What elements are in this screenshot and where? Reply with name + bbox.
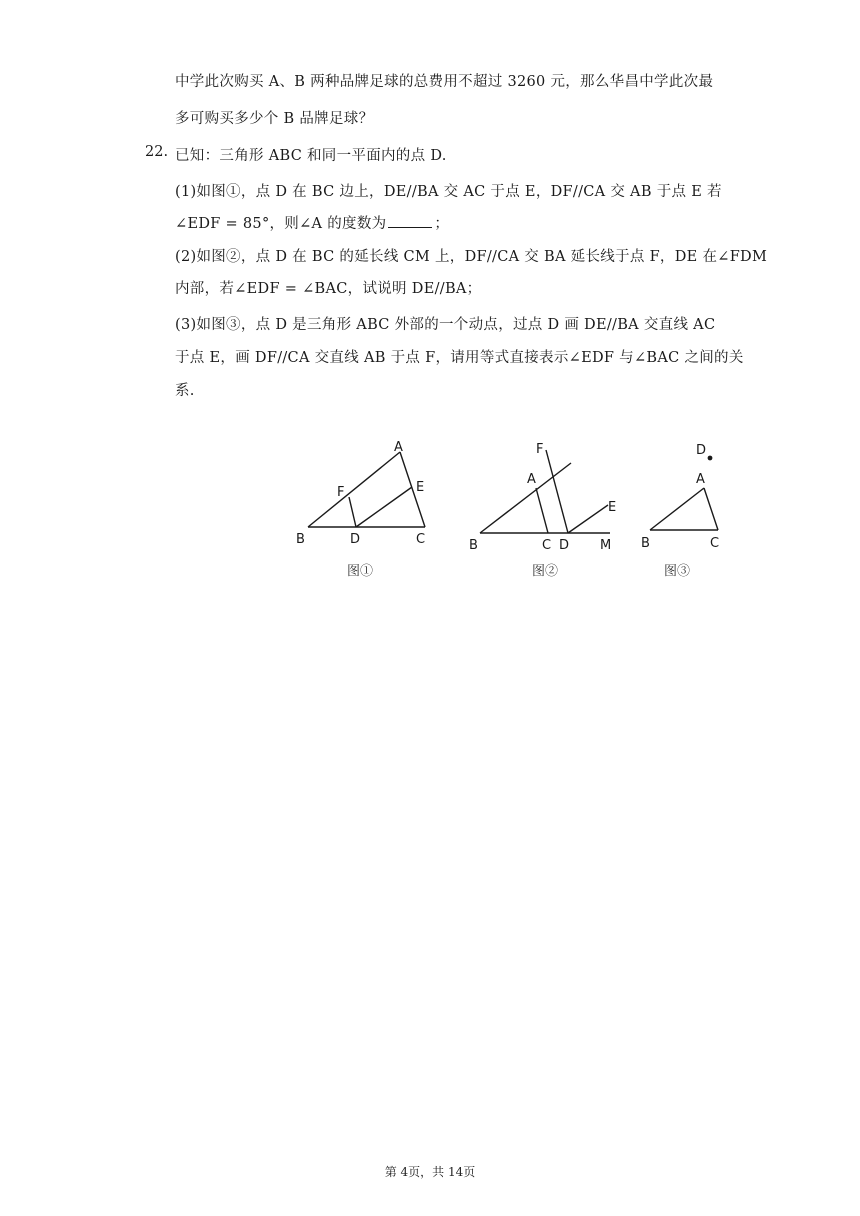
continuation-line-2: 多可购买多少个 B 品牌足球？ <box>175 111 374 127</box>
fig2-label-b: B <box>469 538 478 553</box>
continuation-line-1: 中学此次购买 A、B 两种品牌足球的总费用不超过 3260 元，那么华昌中学此次最 <box>175 74 714 90</box>
fig1-segment-df <box>349 497 356 527</box>
part1-line-2 <box>175 212 449 233</box>
fig1-segment-de <box>356 487 412 527</box>
fig1-label-a: A <box>394 440 403 455</box>
fig2-segment-ac <box>536 488 548 533</box>
part3-line-1: (3)如图③，点 D 是三角形 ABC 外部的一个动点，过点 D 画 DE//BA 交直线 AC <box>175 317 716 333</box>
page-footer: 第 4页，共 14页 <box>384 1165 476 1179</box>
fig2-line-ba-extended <box>480 463 571 533</box>
figure-1 <box>290 435 440 559</box>
fig2-label-a: A <box>527 472 536 487</box>
part3-line-3: 系. <box>175 383 195 399</box>
part1-line-2-text: ∠EDF = 85°，则∠A 的度数为 <box>175 216 387 232</box>
fig3-label-c: C <box>710 536 720 551</box>
fig1-label-e: E <box>416 480 425 495</box>
figure-2-caption: 图② <box>532 564 559 579</box>
part3-line-2: 于点 E，画 DF//CA 交直线 AB 于点 F，请用等式直接表示∠EDF 与∠BAC 之间的关 <box>175 350 744 366</box>
fig1-label-f: F <box>337 485 345 500</box>
fig2-label-f: F <box>536 442 544 457</box>
fig2-segment-de <box>568 505 608 533</box>
fig1-label-c: C <box>416 532 426 547</box>
fig1-label-b: B <box>296 532 305 547</box>
fig1-label-d: D <box>350 532 361 547</box>
fig3-label-a: A <box>696 472 705 487</box>
part2-line-1: (2)如图②，点 D 在 BC 的延长线 CM 上，DF//CA 交 BA 延长线于点 F，DE 在∠FDM <box>175 249 768 265</box>
part1-line-1: (1)如图①，点 D 在 BC 边上，DE//BA 交 AC 于点 E，DF//CA 交 AB 于点 E 若 <box>175 184 722 200</box>
question-number: 22. <box>145 144 169 160</box>
figure-2 <box>462 433 628 557</box>
figure-1-caption: 图① <box>347 564 374 579</box>
part1-line-2-end: ； <box>434 216 450 232</box>
fig2-label-c: C <box>542 538 552 553</box>
part2-line-2: 内部，若∠EDF = ∠BAC，试说明 DE//BA； <box>175 281 482 297</box>
fig2-segment-df <box>546 450 568 533</box>
fig3-segment-ba <box>650 488 704 530</box>
figure-3-caption: 图③ <box>664 564 691 579</box>
answer-blank <box>388 215 432 228</box>
figure-3 <box>638 438 728 557</box>
fig2-label-m: M <box>600 538 612 553</box>
fig3-segment-ac <box>704 488 718 530</box>
fig3-label-b: B <box>641 536 650 551</box>
figure-2-diagram <box>462 433 628 553</box>
figure-3-diagram <box>638 438 728 553</box>
fig2-label-e: E <box>608 500 617 515</box>
fig3-label-d: D <box>696 443 707 458</box>
figure-1-diagram <box>290 435 440 555</box>
question-stem: 已知：三角形 ABC 和同一平面内的点 D. <box>175 148 447 164</box>
fig3-point-d <box>708 456 713 461</box>
fig2-label-d: D <box>559 538 570 553</box>
